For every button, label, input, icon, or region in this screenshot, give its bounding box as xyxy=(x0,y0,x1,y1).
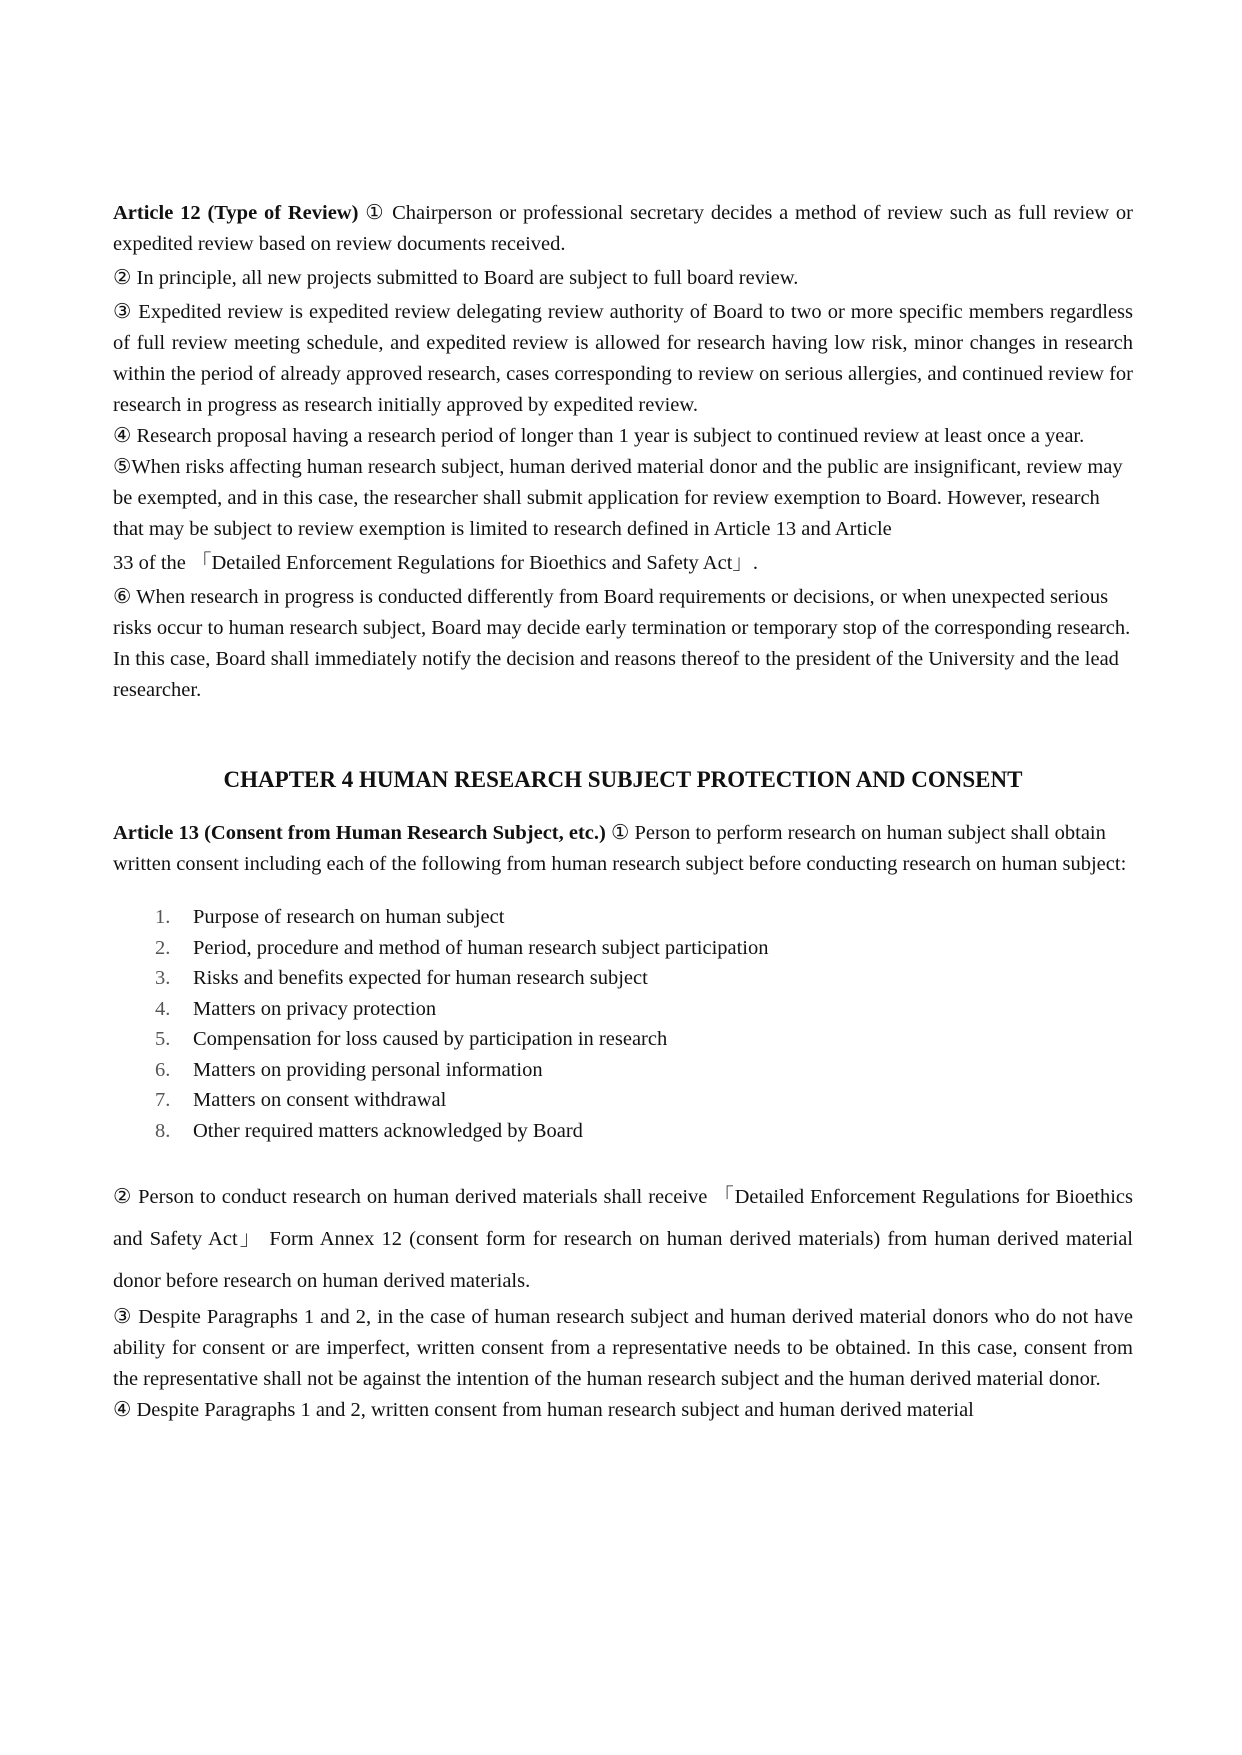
article-12-paragraph-5-continued: 33 of the 「Detailed Enforcement Regulations for Bioethics and Safety Act」. xyxy=(113,552,759,574)
article-12-paragraph-3: ③ Expedited review is expedited review delegating review authority of Board to two or more specific members regardless of full review meeting schedule, and expedited review is allowed for research having low risk, minor changes in research within the period of already approved research, cases corresponding to review on serious allergies, and continued review for research in progress as research initially approved by expedited review. xyxy=(113,301,1133,416)
article-13-heading: Article 13 (Consent from Human Research Subject, etc.) xyxy=(113,822,606,844)
list-item-text: Matters on privacy protection xyxy=(193,997,437,1020)
chapter-4-title: CHAPTER 4 HUMAN RESEARCH SUBJECT PROTECTION AND CONSENT xyxy=(223,767,1023,792)
article-13-para-1-text: ① Person to perform research on human subject shall obtain written consent including each of the following from human research subject before conducting research on human subject: xyxy=(113,822,1127,875)
list-item-number: 5. xyxy=(155,1028,171,1050)
list-item xyxy=(113,994,1133,1025)
article-13-paragraph-3: ③ Despite Paragraphs 1 and 2, in the case of human research subject and human derived material donors who do not have ability for consent or are imperfect, written consent from a representative needs to be obtained. In this case, consent from the representative shall not be against the intention of the human research subject and the human derived material donor. xyxy=(113,1306,1133,1390)
consent-requirements-list xyxy=(113,902,1133,1146)
article-12-paragraph-2: ② In principle, all new projects submitted to Board are subject to full board review. xyxy=(113,267,799,289)
list-item-number: 3. xyxy=(155,967,171,989)
list-item-text: Purpose of research on human subject xyxy=(193,906,505,928)
article-12-paragraph-4: ④ Research proposal having a research period of longer than 1 year is subject to continued review at least once a year. xyxy=(113,425,1085,447)
list-item-text: Period, procedure and method of human research subject participation xyxy=(193,936,769,959)
list-item-number: 8. xyxy=(155,1119,171,1142)
list-item-number: 7. xyxy=(155,1089,171,1111)
list-item xyxy=(113,963,1133,994)
document-page xyxy=(113,198,1133,1426)
list-item xyxy=(113,902,1133,933)
article-13-paragraph-1 xyxy=(113,818,1133,880)
list-item xyxy=(113,933,1133,964)
list-item-number: 6. xyxy=(155,1058,171,1081)
list-item-text: Other required matters acknowledged by Board xyxy=(193,1119,583,1142)
article-12-paragraph-6: ⑥ When research in progress is conducted differently from Board requirements or decisions, or when unexpected serious risks occur to human research subject, Board may decide early termination or temporary stop of the corresponding research. In this case, Board shall immediately notify the decision and reasons thereof to the president of the University and the lead researcher. xyxy=(113,586,1131,701)
article-12-heading: Article 12 (Type of Review) xyxy=(113,202,359,224)
list-item xyxy=(113,1085,1133,1116)
article-12-paragraph-5: ⑤When risks affecting human research subject, human derived material donor and the public are insignificant, review may be exempted, and in this case, the researcher shall submit application for review exemption to Board. However, research that may be subject to review exemption is limited to research defined in Article 13 and Article xyxy=(113,456,1123,540)
list-item xyxy=(113,1055,1133,1086)
list-item-number: 1. xyxy=(155,906,171,928)
article-12-para-1-text: ① Chairperson or professional secretary decides a method of review such as full review or expedited review based on review documents received. xyxy=(113,202,1133,255)
list-item-number: 2. xyxy=(155,936,171,959)
list-item-text: Matters on consent withdrawal xyxy=(193,1089,447,1111)
list-item xyxy=(113,1024,1133,1055)
list-item-text: Compensation for loss caused by participation in research xyxy=(193,1028,668,1050)
list-item xyxy=(113,1116,1133,1147)
list-item-text: Risks and benefits expected for human research subject xyxy=(193,967,648,989)
article-12-paragraph-1 xyxy=(113,198,1133,260)
article-13-paragraph-4: ④ Despite Paragraphs 1 and 2, written consent from human research subject and human derived material xyxy=(113,1399,974,1421)
list-item-text: Matters on providing personal information xyxy=(193,1058,543,1081)
list-item-number: 4. xyxy=(155,997,171,1020)
article-13-paragraph-2: ② Person to conduct research on human derived materials shall receive 「Detailed Enforcement Regulations for Bioethics and Safety Act」 Form Annex 12 (consent form for research on human derived materials) from human derived material donor before research on human derived materials. xyxy=(113,1186,1133,1292)
